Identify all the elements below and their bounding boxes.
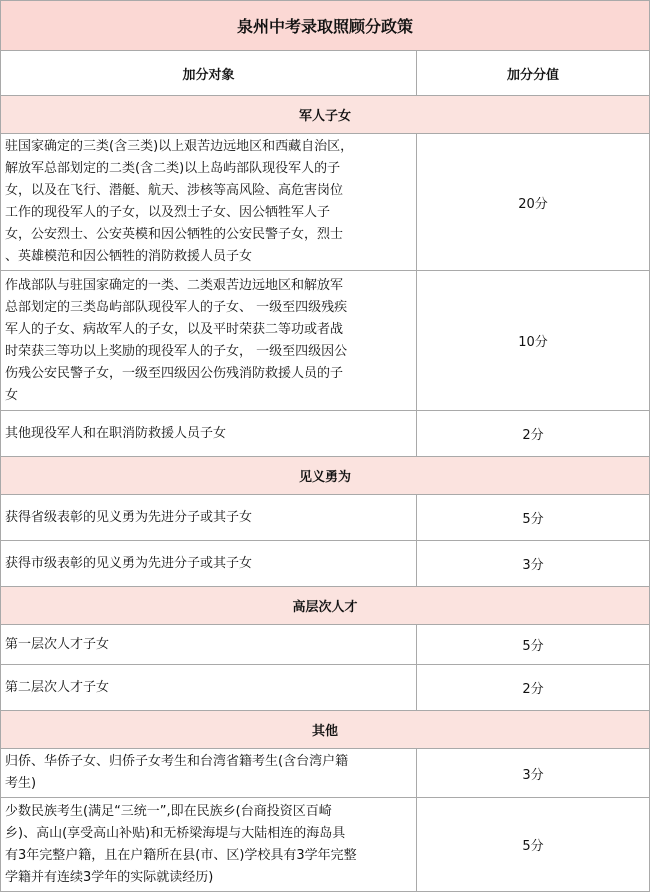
row-value: 3分: [417, 541, 650, 587]
title-row: [1, 1, 650, 51]
table-title: 泉州中考录取照顾分政策: [1, 1, 650, 51]
row-target: [1, 749, 417, 798]
row-target: [1, 134, 417, 271]
table-row: [1, 495, 650, 541]
row-target-text: 获得省级表彰的见义勇为先进分子或其子女: [5, 509, 253, 525]
row-target: [1, 495, 417, 541]
row-value: 20分: [417, 134, 650, 271]
row-value: 2分: [417, 665, 650, 711]
row-value: 5分: [417, 625, 650, 665]
row-target-text: 作战部队与驻国家确定的一类、二类艰苦边远地区和解放军 总部划定的三类岛屿部队现役军人的子女、 一级至四级残疾 军人的子女、病故军人的子女，以及平时荣获二等功或者战 时荣获三等功以上奖励的现役军人的子女， 一级至四级因公 伤残公安民警子女，一级至四级因公伤残消防救援人员的子 女: [5, 277, 348, 403]
row-target: [1, 411, 417, 457]
header-row: [1, 51, 650, 96]
section-title: 军人子女: [1, 96, 650, 134]
table-row: [1, 625, 650, 665]
table-row: [1, 749, 650, 798]
row-target-text: 其他现役军人和在职消防救援人员子女: [5, 425, 227, 441]
row-target: [1, 541, 417, 587]
section-title: 其他: [1, 711, 650, 749]
section-row: [1, 96, 650, 134]
table-row: [1, 411, 650, 457]
header-value: 加分分值: [417, 51, 650, 96]
table-row: [1, 541, 650, 587]
table-row: [1, 665, 650, 711]
row-target: [1, 625, 417, 665]
row-value: 10分: [417, 271, 650, 411]
row-target-text: 获得市级表彰的见义勇为先进分子或其子女: [5, 555, 253, 571]
section-title: 高层次人才: [1, 587, 650, 625]
section-row: [1, 711, 650, 749]
section-row: [1, 457, 650, 495]
table-row: [1, 271, 650, 411]
header-target: 加分对象: [1, 51, 417, 96]
row-value: 2分: [417, 411, 650, 457]
row-target: [1, 665, 417, 711]
row-target: [1, 271, 417, 411]
table-row: [1, 798, 650, 892]
row-target-text: 第一层次人才子女: [5, 636, 110, 652]
row-target: [1, 798, 417, 892]
row-value: 5分: [417, 495, 650, 541]
row-value: 3分: [417, 749, 650, 798]
row-target-text: 驻国家确定的三类(含三类)以上艰苦边远地区和西藏自治区， 解放军总部划定的二类(含二类)以上岛屿部队现役军人的子 女，以及在飞行、潜艇、航天、涉核等高风险、高危害岗位 工作的现役军人的子女，以及烈士子女、因公牺牲军人子 女，公安烈士、公安英模和因公牺牲的公安民警子女，烈士 、英雄模范和因公牺牲的消防救援人员子女: [5, 139, 354, 264]
row-target-text: 归侨、华侨子女、归侨子女考生和台湾省籍考生(含台湾户籍 考生): [5, 754, 349, 791]
table-row: [1, 134, 650, 271]
row-target-text: 第二层次人才子女: [5, 679, 110, 695]
row-target-text: 少数民族考生(满足“三统一”,即在民族乡(台商投资区百崎 乡)、高山(享受高山补贴)和无桥梁海堤与大陆相连的海岛具 有3年完整户籍，且在户籍所在县(市、区)学校具有3学年完整 学籍并有连续3学年的实际就读经历): [5, 803, 357, 885]
row-value: 5分: [417, 798, 650, 892]
section-title: 见义勇为: [1, 457, 650, 495]
section-row: [1, 587, 650, 625]
